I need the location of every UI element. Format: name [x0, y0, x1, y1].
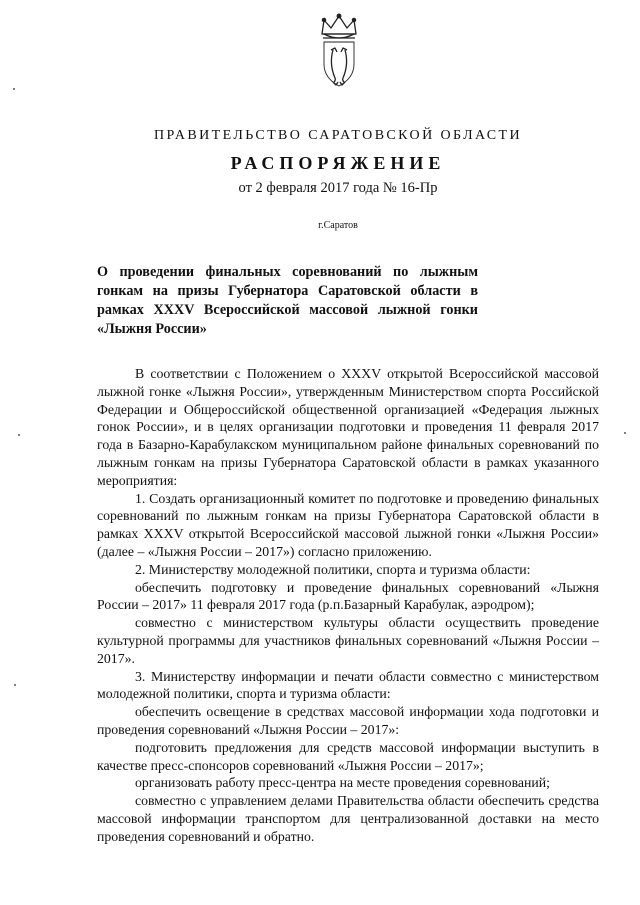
paragraph-item-2: 2. Министерству молодежной политики, спорта и туризма области: — [135, 561, 531, 577]
saratov-coat-of-arms-icon — [314, 12, 364, 94]
paragraph-item-3: 3. Министерству информации и печати области совместно с министерством молодежной политики, спорта и туризма области: — [97, 668, 599, 702]
paragraph-preamble: В соответствии с Положением о XXXV открытой Всероссийской массовой лыжной гонке «Лыжня России», утвержденным Министерством спорта Российской Федерации и Общероссийской общественной организацией «Федерация лыжных гонок России», и в целях организации подготовки и проведения 11 февраля 2017 года в Базарно-Карабулакском муниципальном районе финальных соревнований по лыжным гонкам на призы Губернатора Саратовской области в рамках указанного мероприятия: — [97, 366, 599, 488]
document-title: О проведении финальных соревнований по лыжным гонкам на призы Губернатора Саратовской области в рамках XXXV Всероссийской массовой лыжной гонки «Лыжня России» — [97, 264, 478, 337]
paragraph-item-3-b: подготовить предложения для средств массовой информации выступить в качестве пресс-спонсоров соревнований «Лыжня России – 2017»; — [97, 739, 599, 773]
paragraph-item-2-a: обеспечить подготовку и проведение финальных соревнований «Лыжня России – 2017» 11 февраля 2017 года (р.п.Базарный Карабулак, аэродром); — [97, 579, 599, 613]
government-name: ПРАВИТЕЛЬСТВО САРАТОВСКОЙ ОБЛАСТИ — [153, 128, 522, 143]
document-type: РАСПОРЯЖЕНИЕ — [230, 153, 446, 173]
paragraph-item-3-a: обеспечить освещение в средствах массовой информации хода подготовки и проведения соревнований «Лыжня России – 2017»: — [97, 704, 599, 737]
paragraph-item-2-b: совместно с министерством культуры области осуществить проведение культурной программы для участников финальных соревнований «Лыжня России – 2017». — [97, 615, 599, 666]
paragraph-item-3-d: совместно с управлением делами Правительства области обеспечить средства массовой информации транспортом для централизованной доставки на место проведения соревнований и обратно. — [97, 793, 599, 844]
scan-speck — [14, 684, 16, 686]
document-body — [97, 365, 599, 846]
scan-speck — [624, 432, 626, 434]
scan-speck — [18, 434, 20, 436]
scan-speck — [13, 88, 15, 90]
paragraph-item-1: 1. Создать организационный комитет по подготовке и проведению финальных соревнований по лыжным гонкам на призы Губернатора Саратовской области в рамках XXXV открытой Всероссийской массовой лыжной гонки «Лыжня России» (далее – «Лыжня России – 2017») согласно приложению. — [97, 490, 599, 559]
document-city: г.Саратов — [318, 220, 358, 231]
document-date-number: от 2 февраля 2017 года № 16-Пр — [238, 180, 438, 196]
paragraph-item-3-c: организовать работу пресс-центра на месте проведения соревнований; — [135, 775, 551, 791]
